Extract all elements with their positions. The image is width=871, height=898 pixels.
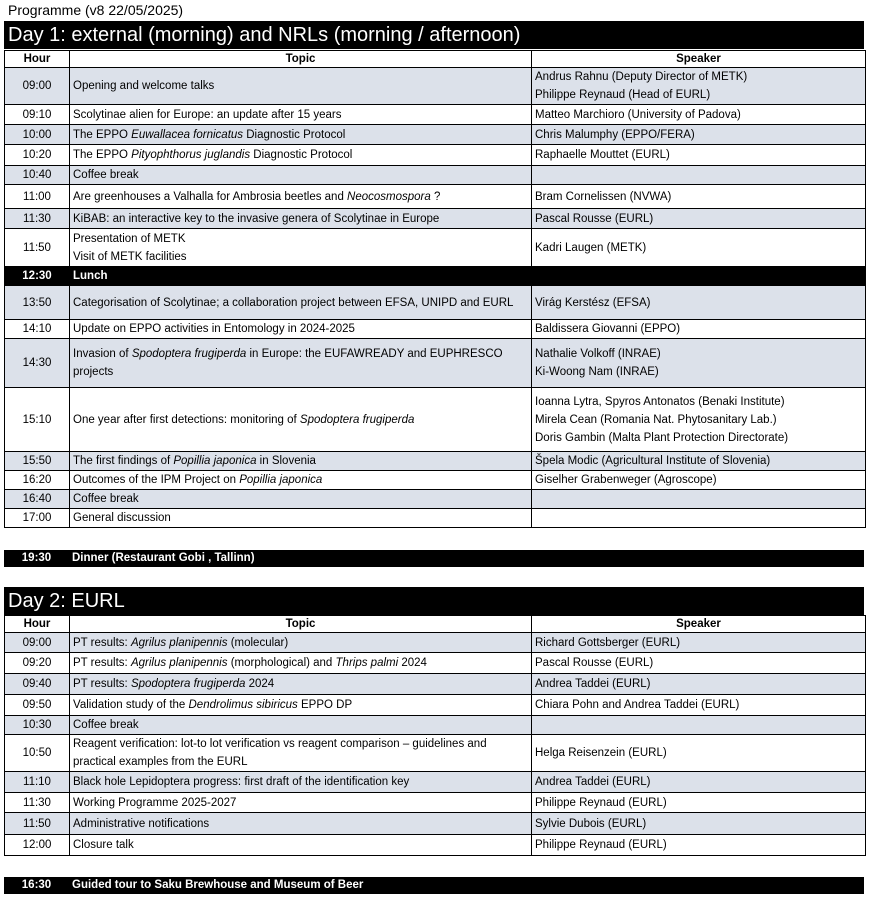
row-speaker <box>532 509 866 528</box>
row-hour: 09:20 <box>5 653 70 674</box>
speaker-name: Philippe Reynaud (EURL) <box>535 839 667 851</box>
row-topic <box>70 452 532 471</box>
row-topic <box>70 772 532 793</box>
row-hour: 09:50 <box>5 695 70 716</box>
species-name: Neocosmospora <box>347 190 431 203</box>
row-topic <box>70 716 532 735</box>
speaker-name: Sylvie Dubois (EURL) <box>535 817 647 830</box>
row-speaker <box>532 633 866 653</box>
dinner-text: Dinner (Restaurant Gobi , Tallinn) <box>72 552 255 564</box>
row-speaker <box>532 320 866 339</box>
row-speaker <box>532 229 866 267</box>
speaker-name: Helga Reisenzein (EURL) <box>535 747 667 759</box>
header-hour: Hour <box>5 616 70 633</box>
species-name: Pityophthorus juglandis <box>131 149 251 161</box>
topic-text: KiBAB: an interactive key to the invasive genera of Scolytinae in Europe <box>73 212 440 225</box>
topic-text: ? <box>430 190 441 203</box>
row-topic <box>70 229 532 267</box>
row-hour: 11:50 <box>5 813 70 835</box>
table-row <box>5 509 866 528</box>
row-speaker <box>532 185 866 209</box>
row-hour: 11:50 <box>5 229 70 267</box>
table-row <box>5 209 866 229</box>
species-name: Spodoptera frugiperda <box>299 413 415 426</box>
topic-text: PT results: <box>73 657 131 669</box>
table-row <box>5 633 866 653</box>
row-hour: 15:50 <box>5 452 70 471</box>
topic-text: in Slovenia <box>256 455 316 467</box>
topic-text: 2024 <box>245 678 275 690</box>
row-hour: 10:00 <box>5 125 70 145</box>
topic-text: Coffee break <box>73 493 139 505</box>
speaker-name: Andrea Taddei (EURL) <box>535 678 651 690</box>
row-speaker <box>532 452 866 471</box>
row-speaker <box>532 267 866 286</box>
table-row <box>5 145 866 166</box>
row-speaker <box>532 813 866 835</box>
species-name: Spodoptera frugiperda <box>131 348 247 360</box>
topic-text: The EPPO <box>73 128 132 141</box>
table-row <box>5 320 866 339</box>
topic-text: Lunch <box>73 270 108 282</box>
dinner-bar <box>4 550 864 567</box>
row-speaker <box>532 166 866 185</box>
row-hour: 16:20 <box>5 471 70 490</box>
row-hour: 09:00 <box>5 633 70 653</box>
table-row <box>5 339 866 388</box>
row-hour: 12:30 <box>5 267 70 286</box>
topic-text: Categorisation of Scolytinae; a collaboration project between EFSA, UNIPD and EURL <box>73 296 514 309</box>
topic-text: EPPO DP <box>297 699 353 711</box>
topic-text: in Europe: the EUFAWREADY and EUPHRESCO projects <box>73 348 503 378</box>
table-row <box>5 125 866 145</box>
row-topic <box>70 813 532 835</box>
speaker-name: Matteo Marchioro (University of Padova) <box>535 108 741 121</box>
row-topic <box>70 735 532 772</box>
row-topic <box>70 653 532 674</box>
row-speaker <box>532 716 866 735</box>
topic-text: (morphological) and <box>227 657 336 669</box>
row-topic <box>70 695 532 716</box>
table-row <box>5 166 866 185</box>
table-row <box>5 185 866 209</box>
row-hour: 10:40 <box>5 166 70 185</box>
day1-title: Day 1: external (morning) and NRLs (morning / afternoon) <box>4 21 864 49</box>
speaker-name: Pascal Rousse (EURL) <box>535 212 654 225</box>
species-name: Spodoptera frugiperda <box>130 678 246 690</box>
dinner-hour: 19:30 <box>21 552 52 564</box>
speaker-name: Bram Cornelissen (NVWA) <box>535 190 672 203</box>
row-speaker <box>532 772 866 793</box>
table-row <box>5 229 866 267</box>
species-name: Agrilus planipennis <box>130 657 228 669</box>
table-row <box>5 695 866 716</box>
speaker-name: Chiara Pohn and Andrea Taddei (EURL) <box>535 699 740 711</box>
speaker-name: Giselher Grabenweger (Agroscope) <box>535 474 717 486</box>
speaker-name: Špela Modic (Agricultural Institute of Slovenia) <box>535 455 771 467</box>
speaker-name: Kadri Laugen (METK) <box>535 241 647 254</box>
tour-bar <box>4 877 864 894</box>
row-speaker <box>532 674 866 695</box>
row-hour: 10:50 <box>5 735 70 772</box>
topic-text: PT results: <box>73 636 131 649</box>
topic-text: Invasion of <box>73 348 132 360</box>
topic-text: Diagnostic Protocol <box>250 149 353 161</box>
table-row <box>5 716 866 735</box>
tour-hour: 16:30 <box>21 879 52 891</box>
topic-text: Scolytinae alien for Europe: an update after 15 years <box>73 108 342 121</box>
day1-table <box>4 50 866 528</box>
row-hour: 14:30 <box>5 339 70 388</box>
table-row <box>5 772 866 793</box>
topic-text: Outcomes of the IPM Project on <box>73 474 240 486</box>
row-speaker <box>532 105 866 125</box>
row-hour: 11:30 <box>5 793 70 813</box>
table-row <box>5 793 866 813</box>
topic-text: One year after first detections: monitoring of <box>73 413 300 426</box>
row-speaker <box>532 209 866 229</box>
table-row <box>5 452 866 471</box>
topic-text: Black hole Lepidoptera progress: first draft of the identification key <box>73 776 410 788</box>
table-row <box>5 471 866 490</box>
row-topic <box>70 145 532 166</box>
row-speaker <box>532 471 866 490</box>
topic-text: Administrative notifications <box>73 817 210 830</box>
row-speaker <box>532 339 866 388</box>
row-hour: 09:40 <box>5 674 70 695</box>
topic-text: General discussion <box>73 512 171 524</box>
row-speaker <box>532 653 866 674</box>
row-hour: 14:10 <box>5 320 70 339</box>
speaker-name: Philippe Reynaud (EURL) <box>535 796 667 809</box>
header-topic: Topic <box>70 51 532 68</box>
row-topic <box>70 835 532 856</box>
row-speaker <box>532 388 866 452</box>
row-topic <box>70 633 532 653</box>
table-row <box>5 674 866 695</box>
row-topic <box>70 125 532 145</box>
table-row <box>5 388 866 452</box>
table-row <box>5 267 866 286</box>
row-hour: 09:10 <box>5 105 70 125</box>
header-speaker: Speaker <box>532 616 866 633</box>
row-hour: 11:30 <box>5 209 70 229</box>
species-name: Thrips palmi <box>335 657 399 669</box>
species-name: Popillia japonica <box>239 474 323 486</box>
row-hour: 10:30 <box>5 716 70 735</box>
header-topic: Topic <box>70 616 532 633</box>
speaker-name: Mirela Cean (Romania Nat. Phytosanitary Lab.) <box>535 413 777 426</box>
header-speaker: Speaker <box>532 51 866 68</box>
row-topic <box>70 793 532 813</box>
speaker-name: Ki-Woong Nam (INRAE) <box>535 366 659 378</box>
speaker-name: Andrus Rahnu (Deputy Director of METK) <box>535 71 748 83</box>
row-speaker <box>532 125 866 145</box>
row-topic <box>70 388 532 452</box>
topic-text: Working Programme 2025-2027 <box>73 796 237 809</box>
row-topic <box>70 209 532 229</box>
row-hour: 15:10 <box>5 388 70 452</box>
species-name: Agrilus planipennis <box>130 636 228 649</box>
topic-text: The EPPO <box>73 149 132 161</box>
row-speaker <box>532 145 866 166</box>
row-hour: 17:00 <box>5 509 70 528</box>
row-hour: 11:00 <box>5 185 70 209</box>
row-topic <box>70 185 532 209</box>
row-hour: 11:10 <box>5 772 70 793</box>
row-topic <box>70 267 532 286</box>
row-hour: 10:20 <box>5 145 70 166</box>
topic-text: Closure talk <box>73 839 134 851</box>
table-row <box>5 490 866 509</box>
species-name: Popillia japonica <box>173 455 257 467</box>
topic-text: Visit of METK facilities <box>73 250 187 263</box>
row-topic <box>70 471 532 490</box>
row-speaker <box>532 490 866 509</box>
table-row <box>5 105 866 125</box>
speaker-name: Philippe Reynaud (Head of EURL) <box>535 89 711 101</box>
row-topic <box>70 320 532 339</box>
speaker-name: Baldissera Giovanni (EPPO) <box>535 323 681 335</box>
species-name: Dendrolimus sibiricus <box>188 699 298 711</box>
topic-text: Opening and welcome talks <box>73 80 215 92</box>
topic-text: Are greenhouses a Valhalla for Ambrosia beetles and <box>73 190 348 203</box>
topic-text: PT results: <box>73 678 131 690</box>
speaker-name: Ioanna Lytra, Spyros Antonatos (Benaki Institute) <box>535 395 785 408</box>
speaker-name: Richard Gottsberger (EURL) <box>535 636 681 649</box>
topic-text: Coffee break <box>73 719 139 731</box>
speaker-name: Chris Malumphy (EPPO/FERA) <box>535 128 695 141</box>
row-topic <box>70 339 532 388</box>
topic-text: Reagent verification: lot-to lot verification vs reagent comparison – guidelines and practical examples from the EURL <box>73 738 487 768</box>
tour-text: Guided tour to Saku Brewhouse and Museum of Beer <box>72 879 364 891</box>
table-row <box>5 68 866 105</box>
row-speaker <box>532 793 866 813</box>
row-hour: 13:50 <box>5 286 70 320</box>
topic-text: Diagnostic Protocol <box>243 128 346 141</box>
row-topic <box>70 166 532 185</box>
species-name: Euwallacea fornicatus <box>131 128 244 141</box>
row-topic <box>70 509 532 528</box>
topic-text: Coffee break <box>73 169 139 181</box>
row-hour: 12:00 <box>5 835 70 856</box>
table-row <box>5 286 866 320</box>
day2-table <box>4 615 866 856</box>
speaker-name: Nathalie Volkoff (INRAE) <box>535 348 661 360</box>
speaker-name: Virág Kerstész (EFSA) <box>535 296 651 309</box>
topic-text: (molecular) <box>227 636 289 649</box>
row-speaker <box>532 286 866 320</box>
table-row <box>5 813 866 835</box>
row-topic <box>70 674 532 695</box>
row-speaker <box>532 68 866 105</box>
topic-text: Validation study of the <box>73 699 189 711</box>
speaker-name: Doris Gambin (Malta Plant Protection Directorate) <box>535 431 789 444</box>
row-topic <box>70 105 532 125</box>
topic-text: Update on EPPO activities in Entomology in 2024-2025 <box>73 323 355 335</box>
row-topic <box>70 286 532 320</box>
speaker-name: Andrea Taddei (EURL) <box>535 776 651 788</box>
speaker-name: Raphaelle Mouttet (EURL) <box>535 149 670 161</box>
topic-text: 2024 <box>398 657 427 669</box>
row-speaker <box>532 835 866 856</box>
speaker-name: Pascal Rousse (EURL) <box>535 657 654 669</box>
table-row <box>5 735 866 772</box>
table-row <box>5 835 866 856</box>
row-speaker <box>532 735 866 772</box>
row-hour: 16:40 <box>5 490 70 509</box>
table-row <box>5 653 866 674</box>
topic-text: Presentation of METK <box>73 232 186 245</box>
topic-text: The first findings of <box>73 455 174 467</box>
row-hour: 09:00 <box>5 68 70 105</box>
row-topic <box>70 490 532 509</box>
header-hour: Hour <box>5 51 70 68</box>
day2-title: Day 2: EURL <box>4 587 864 615</box>
row-topic <box>70 68 532 105</box>
page-title: Programme (v8 22/05/2025) <box>8 2 184 18</box>
row-speaker <box>532 695 866 716</box>
